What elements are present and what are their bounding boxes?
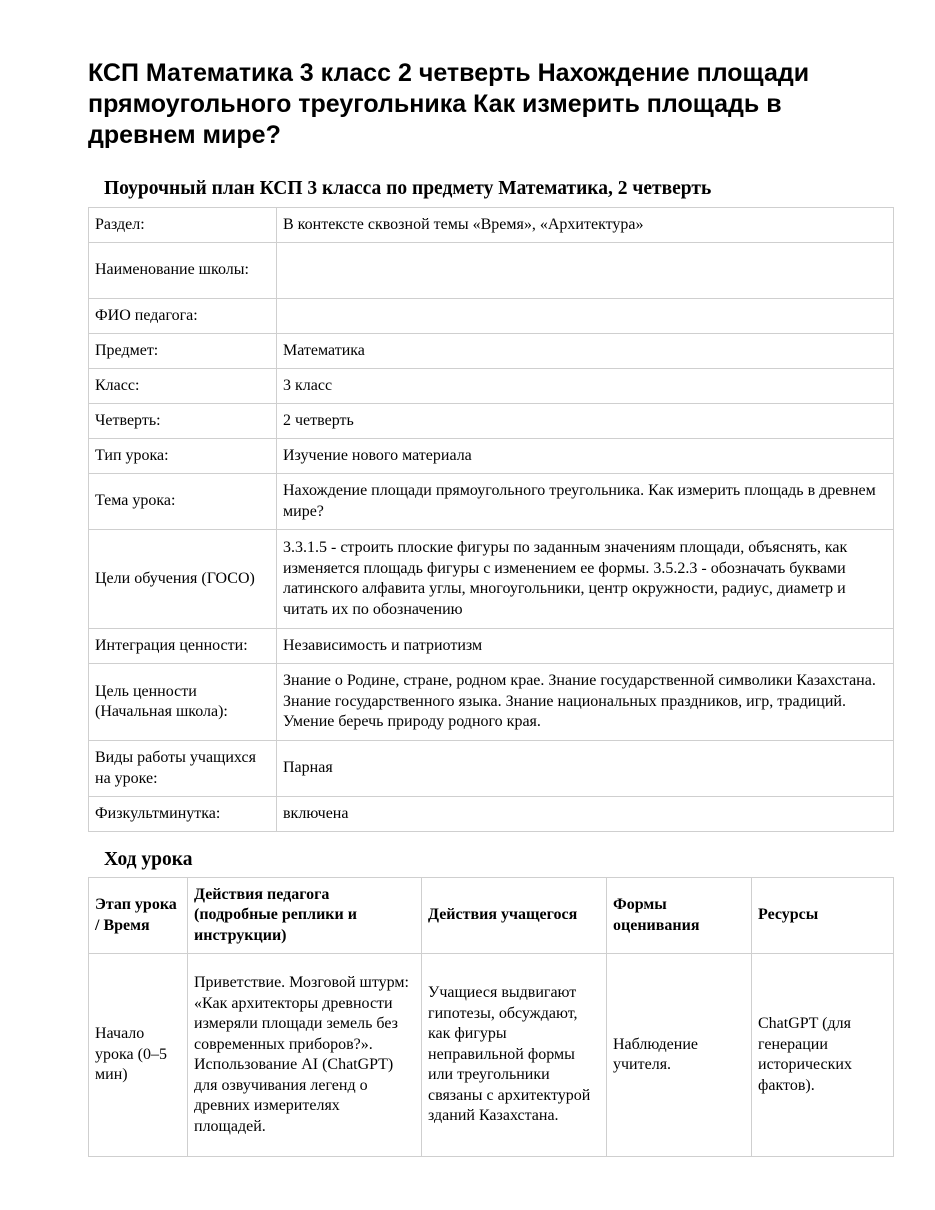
info-label: Четверть: [89,404,277,439]
info-label: Физкультминутка: [89,797,277,832]
info-value: Знание о Родине, стране, родном крае. Знание государственной символики Казахстана. Знание государственного языка. Знание национальных праздников, игр, традиций. Умение беречь природу родного края. [277,664,894,741]
table-row [89,243,894,299]
table-row [89,474,894,530]
info-label: Интеграция ценности: [89,629,277,664]
table-row [89,629,894,664]
info-value [277,299,894,334]
info-value: Независимость и патриотизм [277,629,894,664]
info-value: 3.3.1.5 - строить плоские фигуры по заданным значениям площади, объяснять, как изменяется площадь фигуры с изменением ее формы. 3.5.2.3 - обозначать буквами латинского алфавита углы, многоугольники, центр окружности, радиус, диаметр и читать их по обозначению [277,530,894,629]
column-header-assessment: Формы оценивания [607,878,752,954]
column-header-teacher: Действия педагога (подробные реплики и инструкции) [188,878,422,954]
course-heading: Ход урока [104,849,193,870]
document-page [88,58,893,1157]
info-label: Тип урока: [89,439,277,474]
info-label: Виды работы учащихся на уроке: [89,741,277,797]
column-header-student: Действия учащегося [422,878,607,954]
table-row [89,797,894,832]
table-row [89,299,894,334]
stage-cell: Начало урока (0–5 мин) [89,954,188,1157]
student-actions-cell: Учащиеся выдвигают гипотезы, обсуждают, как фигуры неправильной формы или треугольники связаны с архитектурой зданий Казахстана. [422,954,607,1157]
page-title: КСП Математика 3 класс 2 четверть Нахождение площади прямоугольного треугольника Как измерить площадь в древнем мире? [88,59,810,149]
info-value: 3 класс [277,369,894,404]
table-header-row [89,878,894,954]
table-row [89,439,894,474]
info-value: Математика [277,334,894,369]
column-header-resources: Ресурсы [752,878,894,954]
resources-cell: ChatGPT (для генерации исторических фактов). [752,954,894,1157]
info-label: Предмет: [89,334,277,369]
lesson-course-table [88,877,894,1157]
plan-heading: Поурочный план КСП 3 класса по предмету Математика, 2 четверть [104,178,712,199]
info-label: Раздел: [89,208,277,243]
info-value: Нахождение площади прямоугольного треугольника. Как измерить площадь в древнем мире? [277,474,894,530]
table-row [89,530,894,629]
lesson-info-table [88,207,894,832]
info-label: Класс: [89,369,277,404]
info-value: 2 четверть [277,404,894,439]
table-row [89,208,894,243]
info-value: Парная [277,741,894,797]
info-label: Цель ценности (Начальная школа): [89,664,277,741]
table-row [89,334,894,369]
info-label: Тема урока: [89,474,277,530]
teacher-actions-cell: Приветствие. Мозговой штурм: «Как архитекторы древности измеряли площади земель без современных приборов?». Использование AI (ChatGPT) для озвучивания легенд о древних измерителях площадей. [188,954,422,1157]
info-label: ФИО педагога: [89,299,277,334]
info-value: В контексте сквозной темы «Время», «Архитектура» [277,208,894,243]
info-label: Наименование школы: [89,243,277,299]
info-value: Изучение нового материала [277,439,894,474]
info-value: включена [277,797,894,832]
info-label: Цели обучения (ГОСО) [89,530,277,629]
column-header-stage: Этап урока / Время [89,878,188,954]
table-row [89,741,894,797]
assessment-cell: Наблюдение учителя. [607,954,752,1157]
table-row [89,369,894,404]
table-row [89,404,894,439]
table-row [89,954,894,1157]
table-row [89,664,894,741]
info-value [277,243,894,299]
